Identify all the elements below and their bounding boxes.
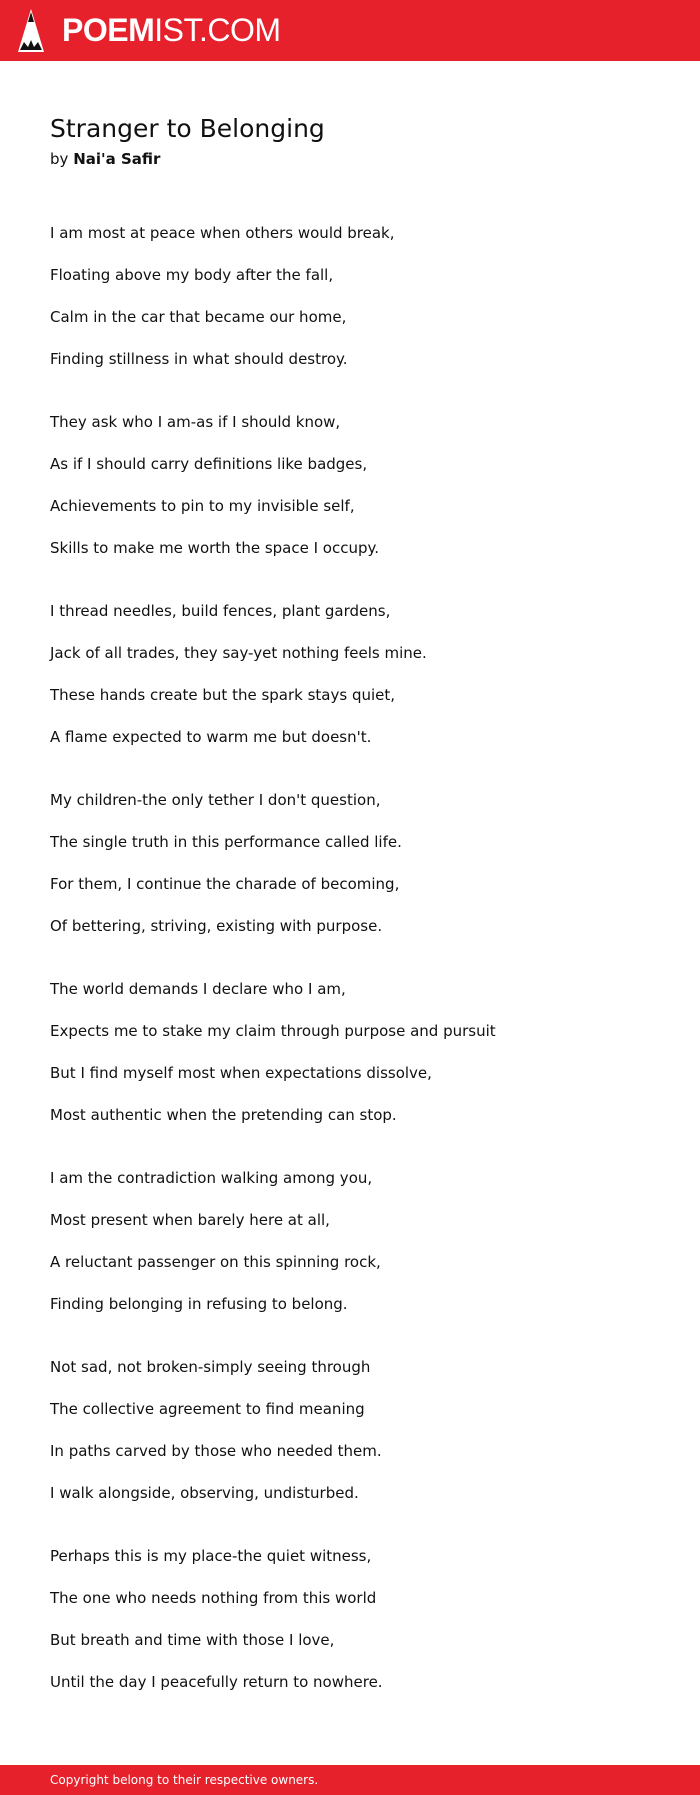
poem-line: I walk alongside, observing, undisturbed. (50, 1484, 359, 1502)
logo-text-light: IST.COM (154, 12, 281, 48)
byline-prefix: by (50, 150, 69, 168)
poem-line: But I find myself most when expectations dissolve, (50, 1064, 432, 1082)
poem-line: The single truth in this performance called life. (50, 833, 402, 851)
poem-line: Jack of all trades, they say-yet nothing feels mine. (50, 644, 427, 662)
poem-byline (50, 148, 650, 170)
poem-stanza (50, 1535, 650, 1703)
copyright-notice: Copyright belong to their respective owners. (50, 1773, 319, 1787)
poem-line: They ask who I am-as if I should know, (50, 413, 341, 431)
poem-line: Most authentic when the pretending can stop. (50, 1106, 397, 1124)
poem-line: Finding stillness in what should destroy. (50, 350, 348, 368)
poem-stanza (50, 1346, 650, 1514)
poem-line: These hands create but the spark stays quiet, (50, 686, 396, 704)
poem-line: But breath and time with those I love, (50, 1631, 335, 1649)
poem-stanza (50, 779, 650, 947)
poem-stanza (50, 401, 650, 569)
poem-title: Stranger to Belonging (50, 114, 325, 143)
poem-line: Skills to make me worth the space I occupy. (50, 539, 380, 557)
poem-line: Perhaps this is my place-the quiet witness, (50, 1547, 372, 1565)
poem-stanza (50, 968, 650, 1136)
poem-line: Of bettering, striving, existing with purpose. (50, 917, 383, 935)
poem-line: My children-the only tether I don't question, (50, 791, 381, 809)
poem-line: Finding belonging in refusing to belong. (50, 1295, 348, 1313)
poem-line: For them, I continue the charade of becoming, (50, 875, 400, 893)
poem-line: The one who needs nothing from this world (50, 1589, 377, 1607)
poemist-logo[interactable] (18, 9, 281, 52)
poem-stanza (50, 590, 650, 758)
poem-line: Achievements to pin to my invisible self, (50, 497, 355, 515)
poem-line: Most present when barely here at all, (50, 1211, 330, 1229)
poem-line: I thread needles, build fences, plant gardens, (50, 602, 391, 620)
poem-line: Calm in the car that became our home, (50, 308, 347, 326)
poem-body (50, 212, 650, 1703)
poem-line: Floating above my body after the fall, (50, 266, 334, 284)
poem-line: Until the day I peacefully return to nowhere. (50, 1673, 383, 1691)
poem-line: I am the contradiction walking among you, (50, 1169, 373, 1187)
poem-content (50, 110, 650, 1724)
logo-text-strong: POEM (62, 12, 155, 48)
poem-line: A reluctant passenger on this spinning rock, (50, 1253, 381, 1271)
poem-line: Expects me to stake my claim through purpose and pursuit (50, 1022, 496, 1040)
poem-line: A flame expected to warm me but doesn't. (50, 728, 372, 746)
poem-stanza (50, 1157, 650, 1325)
poem-line: As if I should carry definitions like badges, (50, 455, 368, 473)
poem-author: Nai'a Safir (73, 150, 161, 168)
pencil-icon (18, 9, 44, 52)
poem-stanza (50, 212, 650, 380)
poem-line: In paths carved by those who needed them. (50, 1442, 382, 1460)
poem-line: Not sad, not broken-simply seeing through (50, 1358, 371, 1376)
poem-line: The world demands I declare who I am, (50, 980, 346, 998)
site-footer (0, 1765, 700, 1795)
poem-line: I am most at peace when others would break, (50, 224, 395, 242)
site-header (0, 0, 700, 61)
poem-line: The collective agreement to find meaning (50, 1400, 365, 1418)
logo-text (62, 9, 281, 52)
